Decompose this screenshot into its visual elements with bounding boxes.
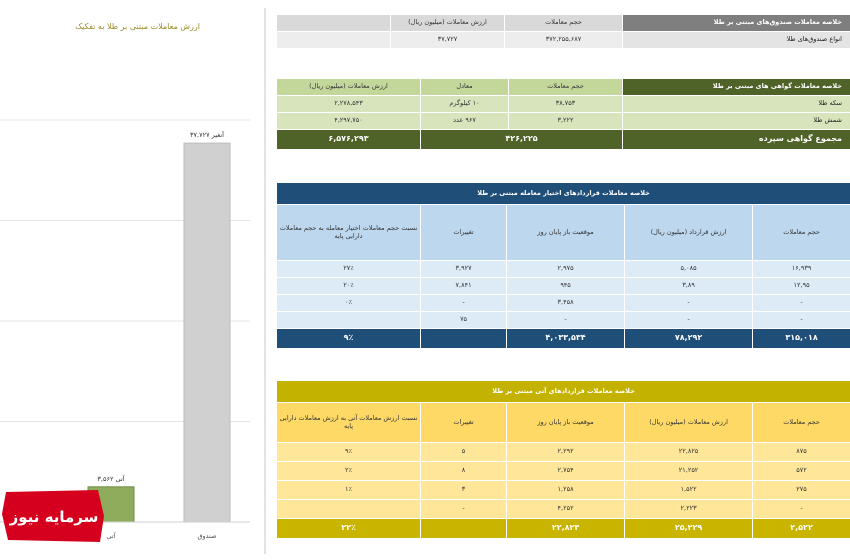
column-header: ارزش معاملات (میلیون ریال) — [391, 15, 505, 32]
total-row — [277, 519, 850, 539]
total-cell: ۲۵,۲۲۹ — [625, 519, 753, 539]
total-row — [277, 130, 850, 150]
column-header: حجم معاملات — [509, 79, 623, 96]
table-cell: ۱٪ — [277, 481, 421, 500]
column-header: نسبت ارزش معاملات آتی به ارزش معاملات دارایی پایه — [277, 403, 421, 443]
total-cell: ۲,۵۲۲ — [753, 519, 850, 539]
total-row — [277, 329, 850, 349]
table-cell: - — [753, 312, 850, 329]
table-row — [277, 443, 850, 462]
table-cell: ۲۲,۸۲۵ — [625, 443, 753, 462]
data-label: آتی ۳,۵۶۲ — [97, 474, 125, 483]
gold-futures-table — [276, 380, 850, 539]
table-cell: ۷,۸۴۱ — [421, 278, 507, 295]
table-row — [277, 481, 850, 500]
table-row — [277, 462, 850, 481]
table-row — [277, 312, 850, 329]
table-row — [277, 96, 850, 113]
table-cell: ۴,۲۹۷,۷۵۰ — [277, 113, 421, 130]
row-label: انواع صندوق‌های طلا — [623, 32, 850, 49]
table-cell: ۴,۲۵۲ — [507, 500, 625, 519]
table-cell: ۲,۹۷۵ — [507, 261, 625, 278]
table-banner: خلاصه معاملات قراردادهای آتی مبتنی بر طلا — [277, 381, 850, 403]
total-label: مجموع گواهی سپرده — [623, 130, 850, 150]
row-label: شمش طلا — [623, 113, 850, 130]
total-cell: ۲۲,۸۲۳ — [507, 519, 625, 539]
table-cell: - — [421, 295, 507, 312]
table-cell: - — [507, 312, 625, 329]
table-cell: - — [625, 312, 753, 329]
chart-panel — [0, 0, 262, 560]
table-cell: ۵,۰۸۵ — [625, 261, 753, 278]
empty-cell — [421, 519, 507, 539]
table-cell: - — [753, 295, 850, 312]
total-cell: ۴,۰۳۳,۵۳۴ — [507, 329, 625, 349]
table-cell: - — [421, 500, 507, 519]
table-cell: ۵۷۲ — [753, 462, 850, 481]
table-cell: ۰٪ — [277, 295, 421, 312]
table-cell: ۳,۸۹ — [625, 278, 753, 295]
table-row — [277, 113, 850, 130]
panel-divider — [264, 8, 266, 554]
table-cell: - — [753, 500, 850, 519]
table-cell: ۱۰ کیلوگرم — [421, 96, 509, 113]
table-cell: ۳,۲۲۲ — [509, 113, 623, 130]
bar-chart — [0, 0, 262, 560]
table-row — [277, 278, 850, 295]
column-header: ارزش معاملات (میلیون ریال) — [277, 79, 421, 96]
total-cell: ۹٪ — [277, 329, 421, 349]
table-cell: ۱,۲۵۸ — [507, 481, 625, 500]
table-cell: ۲۱,۲۵۲ — [625, 462, 753, 481]
table-cell: ۹٪ — [277, 443, 421, 462]
gold-certificate-table — [276, 78, 850, 150]
row-label: سکه طلا — [623, 96, 850, 113]
table-cell: ۲,۲۹۲ — [507, 443, 625, 462]
table-cell: ۲,۷۵۴ — [507, 462, 625, 481]
table-cell: ۸ — [421, 462, 507, 481]
table-cell: ۱,۵۲۲ — [625, 481, 753, 500]
chart-title: ارزش معاملات مبتنی بر طلا به تفکیک — [75, 22, 200, 31]
column-header: تغییرات — [421, 403, 507, 443]
table-cell: ۳۸,۷۵۳ — [509, 96, 623, 113]
table-banner: خلاصه معاملات گواهی های مبتنی بر طلا — [623, 79, 850, 96]
table-cell: ۲۰٪ — [277, 278, 421, 295]
table-row — [277, 295, 850, 312]
total-cell: ۳۱۵,۰۱۸ — [753, 329, 850, 349]
column-header: تغییرات — [421, 205, 507, 261]
table-cell: ۲٪ — [277, 462, 421, 481]
table-cell: ۵ — [421, 443, 507, 462]
empty-cell — [277, 32, 391, 49]
column-header: معادل — [421, 79, 509, 96]
bar-fund — [184, 143, 230, 522]
table-cell: ۳,۴۵۸ — [507, 295, 625, 312]
table-cell: ۳ — [421, 481, 507, 500]
table-cell: ۳,۹۲۷ — [421, 261, 507, 278]
table-row — [277, 261, 850, 278]
etf-summary-table — [276, 14, 850, 49]
total-cell: ۴۲۶,۲۲۵ — [421, 130, 623, 150]
column-header: موقعیت باز پایان روز — [507, 403, 625, 443]
table-cell: - — [625, 295, 753, 312]
table-cell: ۱۲,۹۵ — [753, 278, 850, 295]
column-header: موقعیت باز پایان روز — [507, 205, 625, 261]
total-cell: ۶,۵۷۶,۲۹۳ — [277, 130, 421, 150]
table-cell — [277, 500, 421, 519]
gold-options-table — [276, 182, 850, 349]
empty-cell — [421, 329, 507, 349]
total-cell: ۲۲٪ — [277, 519, 421, 539]
data-label: آنغیر ۳۷,۷۲۷ — [190, 131, 224, 140]
table-cell: ۸۷۵ — [753, 443, 850, 462]
column-header: حجم معاملات — [505, 15, 623, 32]
column-header: حجم معاملات — [753, 205, 850, 261]
table-cell — [277, 312, 421, 329]
table-cell: ۹۴۵ — [507, 278, 625, 295]
table-cell: ۷۵ — [421, 312, 507, 329]
sarmayeh-news-logo — [0, 486, 108, 546]
category-label: آتی — [106, 532, 116, 540]
table-cell: ۳۷,۷۲۷ — [391, 32, 505, 49]
logo-text: سرمایه نیوز — [9, 508, 99, 526]
table-cell: ۱۶,۹۳۹ — [753, 261, 850, 278]
table-cell: ۲۷۵ — [753, 481, 850, 500]
table-cell: ۳۷۲,۲۵۵,۶۸۷ — [505, 32, 623, 49]
empty-cell — [277, 15, 391, 32]
column-header: ارزش معاملات (میلیون ریال) — [625, 403, 753, 443]
table-cell: ۹۶۷ عدد — [421, 113, 509, 130]
table-banner: خلاصه معاملات قراردادهای اختیار معامله مبتنی بر طلا — [277, 183, 850, 205]
table-cell: ۲۷٪ — [277, 261, 421, 278]
table-banner: خلاصه معاملات صندوق‌های مبتنی بر طلا — [623, 15, 850, 32]
column-header: نسبت حجم معاملات اختیار معامله به حجم معاملات دارایی پایه — [277, 205, 421, 261]
table-cell: ۲,۲۷۸,۵۴۳ — [277, 96, 421, 113]
total-cell: ۷۸,۲۹۲ — [625, 329, 753, 349]
table-cell: ۲,۲۲۳ — [625, 500, 753, 519]
table-row — [277, 500, 850, 519]
column-header: ارزش قرارداد (میلیون ریال) — [625, 205, 753, 261]
category-label: صندوق — [197, 532, 217, 540]
column-header: حجم معاملات — [753, 403, 850, 443]
